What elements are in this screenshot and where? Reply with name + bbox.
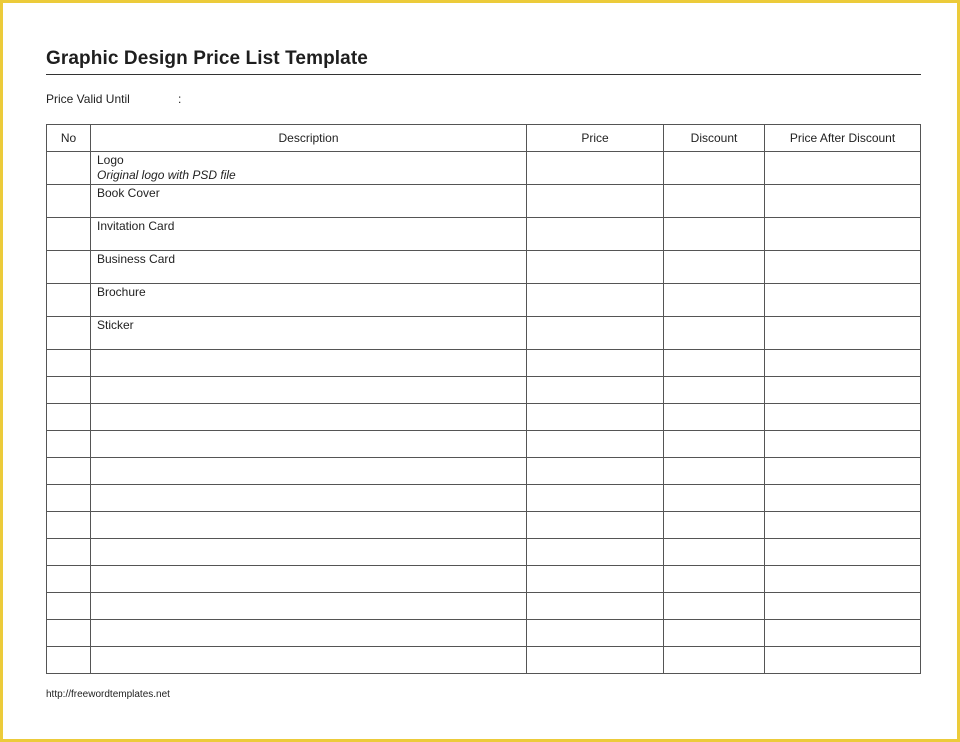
cell-price[interactable] <box>527 251 664 284</box>
table-row <box>47 566 921 593</box>
cell-discount[interactable] <box>664 377 765 404</box>
table-row <box>47 620 921 647</box>
cell-price[interactable] <box>527 566 664 593</box>
cell-description[interactable] <box>91 377 527 404</box>
cell-price-after-discount[interactable] <box>765 485 921 512</box>
cell-description[interactable] <box>91 458 527 485</box>
cell-no[interactable] <box>47 539 91 566</box>
cell-price[interactable] <box>527 218 664 251</box>
table-header-row <box>47 125 921 152</box>
cell-price-after-discount[interactable] <box>765 185 921 218</box>
cell-no[interactable] <box>47 620 91 647</box>
cell-price[interactable] <box>527 350 664 377</box>
item-description: Business Card <box>97 252 176 266</box>
table-row <box>47 218 921 251</box>
cell-no[interactable] <box>47 251 91 284</box>
cell-price-after-discount[interactable] <box>765 431 921 458</box>
cell-description[interactable] <box>91 284 527 317</box>
cell-price[interactable] <box>527 284 664 317</box>
cell-discount[interactable] <box>664 566 765 593</box>
cell-price-after-discount[interactable] <box>765 218 921 251</box>
cell-price-after-discount[interactable] <box>765 512 921 539</box>
cell-discount[interactable] <box>664 620 765 647</box>
cell-no[interactable] <box>47 485 91 512</box>
table-row <box>47 539 921 566</box>
cell-description[interactable] <box>91 404 527 431</box>
cell-price-after-discount[interactable] <box>765 152 921 185</box>
header-description: Description <box>91 125 527 152</box>
cell-description[interactable] <box>91 152 527 185</box>
table-row <box>47 485 921 512</box>
cell-price[interactable] <box>527 377 664 404</box>
item-description: Book Cover <box>97 186 160 200</box>
cell-price-after-discount[interactable] <box>765 458 921 485</box>
cell-price[interactable] <box>527 485 664 512</box>
item-note: Original logo with PSD file <box>97 168 236 182</box>
table-row <box>47 593 921 620</box>
cell-description[interactable] <box>91 647 527 674</box>
cell-price-after-discount[interactable] <box>765 404 921 431</box>
cell-description[interactable] <box>91 512 527 539</box>
cell-no[interactable] <box>47 377 91 404</box>
cell-description[interactable] <box>91 218 527 251</box>
cell-no[interactable] <box>47 458 91 485</box>
cell-discount[interactable] <box>664 404 765 431</box>
cell-discount[interactable] <box>664 539 765 566</box>
cell-price[interactable] <box>527 404 664 431</box>
item-description: Brochure <box>97 285 146 299</box>
table-row <box>47 404 921 431</box>
cell-price[interactable] <box>527 593 664 620</box>
item-description: Sticker <box>97 318 134 332</box>
cell-no[interactable] <box>47 185 91 218</box>
price-valid-label: Price Valid Until <box>46 92 130 106</box>
cell-discount[interactable] <box>664 431 765 458</box>
table-row <box>47 431 921 458</box>
cell-price-after-discount[interactable] <box>765 317 921 350</box>
cell-discount[interactable] <box>664 512 765 539</box>
header-discount: Discount <box>664 125 765 152</box>
cell-description[interactable] <box>91 566 527 593</box>
table-row <box>47 152 921 185</box>
table-row <box>47 647 921 674</box>
cell-description[interactable] <box>91 350 527 377</box>
cell-price[interactable] <box>527 185 664 218</box>
cell-price[interactable] <box>527 431 664 458</box>
cell-no[interactable] <box>47 284 91 317</box>
cell-price-after-discount[interactable] <box>765 377 921 404</box>
cell-no[interactable] <box>47 647 91 674</box>
cell-description[interactable] <box>91 185 527 218</box>
cell-description[interactable] <box>91 485 527 512</box>
cell-price[interactable] <box>527 317 664 350</box>
cell-price[interactable] <box>527 152 664 185</box>
cell-discount[interactable] <box>664 458 765 485</box>
cell-price[interactable] <box>527 458 664 485</box>
cell-no[interactable] <box>47 512 91 539</box>
cell-price[interactable] <box>527 539 664 566</box>
cell-discount[interactable] <box>664 647 765 674</box>
item-description: Logo <box>97 153 124 167</box>
cell-price-after-discount[interactable] <box>765 539 921 566</box>
table-row <box>47 251 921 284</box>
cell-description[interactable] <box>91 251 527 284</box>
cell-description[interactable] <box>91 431 527 458</box>
cell-price-after-discount[interactable] <box>765 284 921 317</box>
price-table <box>46 124 921 674</box>
cell-discount[interactable] <box>664 251 765 284</box>
header-price-after-discount: Price After Discount <box>765 125 921 152</box>
cell-description[interactable] <box>91 317 527 350</box>
cell-price-after-discount[interactable] <box>765 593 921 620</box>
page-title: Graphic Design Price List Template <box>46 48 368 69</box>
cell-price-after-discount[interactable] <box>765 566 921 593</box>
title-divider <box>46 74 921 75</box>
cell-discount[interactable] <box>664 350 765 377</box>
cell-discount[interactable] <box>664 152 765 185</box>
cell-no[interactable] <box>47 566 91 593</box>
cell-discount[interactable] <box>664 593 765 620</box>
table-row <box>47 512 921 539</box>
header-price: Price <box>527 125 664 152</box>
cell-no[interactable] <box>47 404 91 431</box>
header-no: No <box>47 125 91 152</box>
table-row <box>47 317 921 350</box>
cell-no[interactable] <box>47 218 91 251</box>
cell-price[interactable] <box>527 647 664 674</box>
cell-discount[interactable] <box>664 185 765 218</box>
cell-price[interactable] <box>527 620 664 647</box>
footer-url: http://freewordtemplates.net <box>46 689 170 700</box>
table-row <box>47 458 921 485</box>
table-row <box>47 377 921 404</box>
table-row <box>47 185 921 218</box>
cell-description[interactable] <box>91 593 527 620</box>
cell-price-after-discount[interactable] <box>765 251 921 284</box>
cell-description[interactable] <box>91 620 527 647</box>
cell-no[interactable] <box>47 593 91 620</box>
cell-discount[interactable] <box>664 485 765 512</box>
cell-no[interactable] <box>47 431 91 458</box>
cell-discount[interactable] <box>664 317 765 350</box>
table-row <box>47 350 921 377</box>
cell-price-after-discount[interactable] <box>765 350 921 377</box>
cell-discount[interactable] <box>664 218 765 251</box>
cell-no[interactable] <box>47 317 91 350</box>
table-row <box>47 284 921 317</box>
cell-no[interactable] <box>47 152 91 185</box>
item-description: Invitation Card <box>97 219 175 233</box>
cell-no[interactable] <box>47 350 91 377</box>
cell-discount[interactable] <box>664 284 765 317</box>
cell-price-after-discount[interactable] <box>765 620 921 647</box>
cell-price-after-discount[interactable] <box>765 647 921 674</box>
price-valid-colon: : <box>178 92 182 106</box>
cell-price[interactable] <box>527 512 664 539</box>
cell-description[interactable] <box>91 539 527 566</box>
